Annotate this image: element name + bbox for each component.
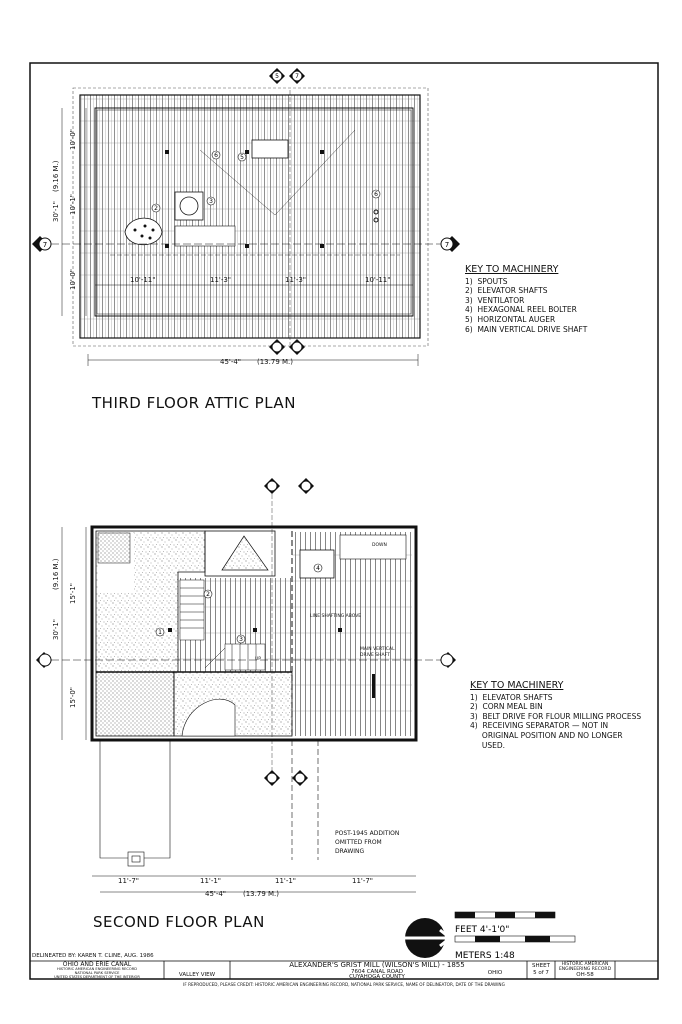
key-item: USED.	[470, 740, 506, 750]
credit-line: IF REPRODUCED, PLEASE CREDIT: HISTORIC AMERICAN ENGINEERING RECORD, NATIONAL PARK SERVICE, NAME OF DELINEATOR, DATE OF THE DRAWING	[183, 982, 505, 987]
third-floor-title: THIRD FLOOR ATTIC PLAN	[92, 394, 296, 412]
north-arrow	[405, 918, 450, 958]
svg-text:DOWN: DOWN	[372, 543, 387, 548]
svg-text:15'-1": 15'-1"	[69, 582, 77, 604]
svg-text:11'-7": 11'-7"	[352, 877, 374, 885]
svg-text:10'-0": 10'-0"	[69, 268, 77, 290]
third-floor-key-heading: KEY TO MACHINERY	[465, 264, 559, 275]
scale-meters: METERS 1:48	[455, 951, 515, 961]
key-item: 6) MAIN VERTICAL DRIVE SHAFT	[465, 324, 588, 334]
svg-text:10'-11": 10'-11"	[130, 276, 156, 284]
svg-text:POST-1945 ADDITION: POST-1945 ADDITION	[335, 830, 400, 837]
key-item: 2) CORN MEAL BIN	[470, 702, 543, 712]
svg-text:(9.16 M.): (9.16 M.)	[52, 558, 60, 590]
second-floor-key-heading: KEY TO MACHINERY	[470, 680, 564, 691]
svg-text:10'-0": 10'-0"	[69, 128, 77, 150]
main-shaft-note: MAIN VERTICAL	[360, 647, 395, 652]
svg-text:10'-11": 10'-11"	[365, 276, 391, 284]
second-floor-title: SECOND FLOOR PLAN	[93, 913, 265, 931]
svg-text:1: 1	[158, 629, 162, 636]
key-item: ORIGINAL POSITION AND NO LONGER	[470, 730, 623, 740]
third-floor-roof	[80, 95, 420, 338]
third-floor-key	[465, 265, 655, 334]
svg-text:7: 7	[42, 241, 48, 249]
svg-text:6: 6	[214, 152, 218, 159]
svg-text:7: 7	[444, 241, 450, 249]
svg-text:DRIVE SHAFT: DRIVE SHAFT	[360, 653, 390, 658]
svg-text:(13.79 M.): (13.79 M.)	[243, 890, 279, 898]
record-label: HISTORIC AMERICAN ENGINEERING RECORD	[558, 962, 612, 972]
project-state: OHIO	[487, 970, 503, 976]
delineated-by: DELINEATED BY: KAREN T. CLINE, AUG. 1986	[32, 953, 154, 959]
svg-text:2: 2	[154, 205, 158, 212]
key-item: 3) BELT DRIVE FOR FLOUR MILLING PROCESS	[470, 711, 642, 721]
svg-text:11'-1": 11'-1"	[200, 877, 222, 885]
sheet-label: SHEET	[532, 963, 550, 969]
svg-text:45'-4": 45'-4"	[205, 890, 227, 898]
svg-text:3: 3	[209, 198, 213, 205]
location: VALLEY VIEW	[178, 972, 216, 978]
key-item: 3) VENTILATOR	[465, 295, 525, 305]
svg-text:UP: UP	[255, 657, 262, 662]
svg-text:11'-7": 11'-7"	[118, 877, 140, 885]
record-value: OH-58	[576, 972, 594, 978]
svg-text:LINE SHAFTING ABOVE: LINE SHAFTING ABOVE	[310, 614, 362, 619]
svg-text:15'-0": 15'-0"	[69, 686, 77, 708]
svg-text:3: 3	[239, 636, 243, 643]
svg-text:5: 5	[275, 73, 279, 80]
key-item: 2) ELEVATOR SHAFTS	[465, 286, 548, 296]
agency-title: OHIO AND ERIE CANAL	[62, 961, 132, 968]
key-item: 4) RECEIVING SEPARATOR — NOT IN	[470, 721, 609, 731]
scale-feet: FEET 4'-1'0"	[455, 925, 510, 935]
svg-text:(9.16 M.): (9.16 M.)	[52, 160, 60, 192]
key-item: 5) HORIZONTAL AUGER	[465, 314, 556, 324]
key-item: 1) ELEVATOR SHAFTS	[470, 692, 553, 702]
project-address: 7604 CANAL ROAD	[350, 969, 404, 975]
project-county: CUYAHOGA COUNTY	[349, 974, 405, 980]
third-floor-plan	[32, 68, 460, 366]
svg-text:2: 2	[206, 591, 210, 598]
svg-text:4: 4	[316, 565, 320, 572]
svg-text:11'-3": 11'-3"	[285, 276, 307, 284]
project-title: ALEXANDER'S GRIST MILL (WILSON'S MILL) - 1855	[289, 961, 465, 969]
svg-text:7: 7	[295, 73, 299, 80]
svg-text:6: 6	[374, 191, 378, 198]
svg-text:11'-1": 11'-1"	[275, 877, 297, 885]
svg-text:DRAWING: DRAWING	[335, 848, 365, 855]
svg-text:5: 5	[240, 154, 244, 161]
svg-text:(13.79 M.): (13.79 M.)	[257, 358, 293, 366]
key-item: 4) HEXAGONAL REEL BOLTER	[465, 305, 577, 315]
svg-text:11'-3": 11'-3"	[210, 276, 232, 284]
svg-text:45'-4": 45'-4"	[220, 358, 242, 366]
second-floor-key	[470, 681, 655, 750]
key-item: 1) SPOUTS	[465, 276, 508, 286]
second-floor-plan	[36, 478, 456, 898]
svg-text:10'-1": 10'-1"	[69, 193, 77, 215]
svg-text:30'-1": 30'-1"	[52, 200, 60, 222]
hexagonal-reel-bolter	[252, 140, 288, 158]
sheet-value: 5 of 7	[533, 970, 549, 976]
agency-lines: HISTORIC AMERICAN ENGINEERING RECORD NATIONAL PARK SERVICE UNITED STATES DEPARTMENT OF THE INTERIOR	[54, 967, 140, 979]
svg-text:OMITTED FROM: OMITTED FROM	[335, 839, 382, 846]
svg-text:30'-1": 30'-1"	[52, 618, 60, 640]
